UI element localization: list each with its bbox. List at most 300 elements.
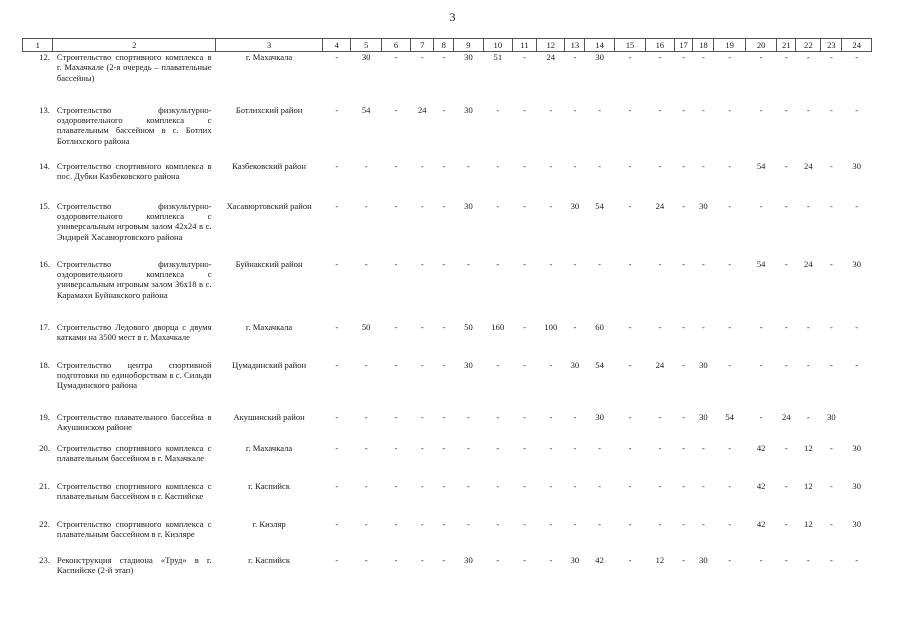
column-number-1: 1 xyxy=(23,39,53,52)
value-cell: - xyxy=(467,442,470,453)
value-cell: - xyxy=(728,554,732,565)
value-cell: - xyxy=(335,518,339,529)
value-cell: - xyxy=(829,200,833,211)
row-number: 23. xyxy=(39,554,50,565)
value-cell: - xyxy=(728,258,732,269)
value-cell: - xyxy=(806,554,810,565)
value-cell: - xyxy=(364,442,368,453)
value-cell: - xyxy=(467,258,470,269)
value-cell: - xyxy=(573,411,577,422)
column-number-row xyxy=(23,39,872,52)
value-cell: - xyxy=(496,359,500,370)
table-row xyxy=(23,52,872,105)
value-cell: - xyxy=(701,480,705,491)
value-cell: - xyxy=(855,359,859,370)
table-row xyxy=(23,481,872,519)
value-cell: 54 xyxy=(361,104,371,115)
value-cell: - xyxy=(420,52,424,62)
value-cell: 30 xyxy=(852,480,861,491)
object-name: Строительство физкультурно-оздоровительного комплекса с универсальным игровым залом 36х18 в с. Карамахи Буйнакского района xyxy=(56,258,212,300)
value-cell: - xyxy=(682,554,685,565)
column-number-11: 11 xyxy=(513,39,537,52)
value-cell: - xyxy=(420,258,424,269)
value-cell: 54 xyxy=(595,200,604,211)
value-cell: 42 xyxy=(595,554,604,565)
value-cell: - xyxy=(335,104,339,115)
table-row xyxy=(23,105,872,161)
value-cell: - xyxy=(682,518,685,529)
value-cell: - xyxy=(784,321,788,332)
table-row xyxy=(23,259,872,322)
row-number: 18. xyxy=(39,359,50,370)
value-cell: - xyxy=(658,480,662,491)
value-cell: - xyxy=(442,321,446,332)
value-cell: - xyxy=(420,518,424,529)
value-cell: 54 xyxy=(595,359,604,370)
value-cell: - xyxy=(442,104,446,115)
value-cell: - xyxy=(728,321,732,332)
value-cell: - xyxy=(420,442,424,453)
value-cell: 24 xyxy=(782,411,791,422)
value-cell: - xyxy=(784,554,788,565)
value-cell: - xyxy=(523,52,526,62)
value-cell: - xyxy=(784,518,788,529)
value-cell: - xyxy=(523,442,526,453)
value-cell: - xyxy=(523,321,526,332)
value-cell: - xyxy=(759,411,763,422)
value-cell: - xyxy=(364,359,368,370)
value-cell: - xyxy=(573,518,577,529)
value-cell: 30 xyxy=(852,160,861,171)
value-cell: 24 xyxy=(655,359,665,370)
value-cell: - xyxy=(364,411,368,422)
location: г. Каспийск xyxy=(248,554,291,565)
value-cell: - xyxy=(523,200,526,211)
value-cell: - xyxy=(394,258,398,269)
value-cell: - xyxy=(394,554,398,565)
value-cell: - xyxy=(467,518,470,529)
value-cell: - xyxy=(628,480,632,491)
object-name: Реконструкция стадиона «Труд» в г. Каспийске (2-й этап) xyxy=(56,554,212,575)
value-cell: - xyxy=(806,104,810,115)
value-cell: - xyxy=(335,554,339,565)
column-number-12: 12 xyxy=(537,39,565,52)
value-cell: - xyxy=(335,411,339,422)
value-cell: 30 xyxy=(699,554,708,565)
value-cell: - xyxy=(442,160,446,171)
column-number-18: 18 xyxy=(693,39,714,52)
value-cell: - xyxy=(759,104,763,115)
value-cell: - xyxy=(682,359,685,370)
value-cell: - xyxy=(364,200,368,211)
value-cell: - xyxy=(496,104,500,115)
value-cell: - xyxy=(628,321,632,332)
value-cell: - xyxy=(784,160,788,171)
value-cell: 51 xyxy=(493,52,503,62)
value-cell: 42 xyxy=(756,480,766,491)
value-cell: - xyxy=(829,104,833,115)
value-cell: 30 xyxy=(464,200,473,211)
table-row xyxy=(23,443,872,481)
value-cell: - xyxy=(364,480,368,491)
value-cell: - xyxy=(855,104,859,115)
value-cell: - xyxy=(784,480,788,491)
value-cell: - xyxy=(658,518,662,529)
value-cell: - xyxy=(394,321,398,332)
value-cell: - xyxy=(628,518,632,529)
column-number-13: 13 xyxy=(565,39,585,52)
column-number-2: 2 xyxy=(53,39,216,52)
value-cell: - xyxy=(496,411,500,422)
value-cell: - xyxy=(573,442,577,453)
table-row xyxy=(23,161,872,201)
value-cell: 30 xyxy=(595,411,604,422)
value-cell: - xyxy=(658,321,662,332)
value-cell: - xyxy=(394,160,398,171)
value-cell: - xyxy=(628,554,632,565)
value-cell: - xyxy=(701,258,705,269)
value-cell: - xyxy=(855,554,859,565)
table-row xyxy=(23,519,872,555)
column-number-20: 20 xyxy=(745,39,776,52)
value-cell: - xyxy=(549,160,553,171)
value-cell: - xyxy=(682,160,685,171)
value-cell: - xyxy=(728,200,732,211)
object-name: Строительство спортивного комплекса с плавательным бассейном в г. Кизляре xyxy=(56,518,212,539)
value-cell: - xyxy=(784,200,788,211)
table-row xyxy=(23,555,872,585)
value-cell: - xyxy=(701,104,705,115)
object-name: Строительство физкультурно-оздоровительного комплекса с универсальным игровым залом 42х24 в с. Эндирей Хасавюртовского района xyxy=(56,200,212,242)
value-cell: 30 xyxy=(570,554,580,565)
value-cell: 24 xyxy=(546,52,556,62)
table-row xyxy=(23,322,872,360)
value-cell: - xyxy=(829,554,833,565)
value-cell: - xyxy=(394,518,398,529)
value-cell: - xyxy=(682,200,685,211)
value-cell: - xyxy=(759,359,763,370)
value-cell: - xyxy=(394,442,398,453)
value-cell: - xyxy=(573,258,577,269)
value-cell: - xyxy=(442,411,446,422)
value-cell: 42 xyxy=(756,442,766,453)
row-number: 20. xyxy=(39,442,50,453)
value-cell: - xyxy=(598,518,602,529)
row-number: 13. xyxy=(39,104,50,115)
location: г. Махачкала xyxy=(245,442,293,453)
value-cell: - xyxy=(728,480,732,491)
value-cell: 24 xyxy=(655,200,665,211)
value-cell: - xyxy=(628,104,632,115)
value-cell: - xyxy=(335,442,339,453)
value-cell: - xyxy=(806,359,810,370)
value-cell: - xyxy=(442,52,446,62)
location: Ботлихский район xyxy=(235,104,303,115)
value-cell: - xyxy=(806,321,810,332)
object-name: Строительство спортивного комплекса с плавательным бассейном в г. Махачкале xyxy=(56,442,212,463)
value-cell: - xyxy=(628,160,632,171)
value-cell: - xyxy=(523,104,526,115)
value-cell: - xyxy=(806,52,810,62)
value-cell: - xyxy=(549,200,553,211)
value-cell: - xyxy=(420,480,424,491)
column-number-24: 24 xyxy=(842,39,872,52)
value-cell: - xyxy=(829,359,833,370)
value-cell: - xyxy=(658,160,662,171)
value-cell: - xyxy=(496,518,500,529)
value-cell: 42 xyxy=(756,518,766,529)
value-cell: - xyxy=(394,52,398,62)
value-cell: - xyxy=(467,480,470,491)
value-cell: 24 xyxy=(804,258,813,269)
value-cell: - xyxy=(549,411,553,422)
value-cell: - xyxy=(658,442,662,453)
value-cell: - xyxy=(549,480,553,491)
value-cell: - xyxy=(523,518,526,529)
value-cell: - xyxy=(523,554,526,565)
value-cell: - xyxy=(759,554,763,565)
value-cell: - xyxy=(549,359,553,370)
value-cell: 160 xyxy=(491,321,505,332)
location: г. Кизляр xyxy=(252,518,286,529)
value-cell: - xyxy=(549,258,553,269)
value-cell: 100 xyxy=(544,321,558,332)
value-cell: - xyxy=(442,518,446,529)
object-name: Строительство спортивного комплекса в пос. Дубки Казбековского района xyxy=(56,160,212,181)
value-cell: 50 xyxy=(464,321,473,332)
location: г. Махачкала xyxy=(245,321,293,332)
value-cell: - xyxy=(682,442,685,453)
value-cell: - xyxy=(759,200,763,211)
value-cell: 24 xyxy=(417,104,427,115)
value-cell: - xyxy=(628,200,632,211)
value-cell: - xyxy=(335,359,339,370)
value-cell: 30 xyxy=(852,518,861,529)
value-cell: - xyxy=(728,104,732,115)
value-cell: - xyxy=(573,160,577,171)
row-number: 22. xyxy=(39,518,50,529)
value-cell: - xyxy=(701,52,705,62)
value-cell: - xyxy=(658,52,662,62)
value-cell: 30 xyxy=(699,200,708,211)
value-cell: - xyxy=(701,442,705,453)
value-cell: - xyxy=(855,52,859,62)
value-cell: - xyxy=(628,411,632,422)
column-number-16: 16 xyxy=(646,39,674,52)
column-number-21: 21 xyxy=(777,39,796,52)
value-cell: - xyxy=(364,554,368,565)
value-cell: - xyxy=(682,258,685,269)
location: г. Махачкала xyxy=(245,52,293,62)
value-cell: - xyxy=(598,258,602,269)
value-cell: 30 xyxy=(570,200,580,211)
value-cell: - xyxy=(364,518,368,529)
value-cell: - xyxy=(658,411,662,422)
column-number-3: 3 xyxy=(216,39,323,52)
value-cell: - xyxy=(573,104,577,115)
value-cell: - xyxy=(420,321,424,332)
object-name: Строительство центра спортивной подготовки по единоборствам в с. Сильди Цумадинского района xyxy=(56,359,212,391)
value-cell: 24 xyxy=(804,160,813,171)
value-cell: - xyxy=(759,321,763,332)
column-number-23: 23 xyxy=(821,39,842,52)
value-cell: - xyxy=(728,518,732,529)
value-cell: 30 xyxy=(852,258,861,269)
location: Цумадинский район xyxy=(232,359,307,370)
value-cell: - xyxy=(829,442,833,453)
value-cell: - xyxy=(784,258,788,269)
value-cell: - xyxy=(442,554,446,565)
value-cell: - xyxy=(628,258,632,269)
value-cell: 50 xyxy=(361,321,371,332)
value-cell: - xyxy=(420,359,424,370)
column-number-9: 9 xyxy=(454,39,483,52)
value-cell: - xyxy=(420,554,424,565)
object-name: Строительство физкультурно-оздоровительного комплекса с плавательным бассейном в с. Ботлих Ботлихского района xyxy=(56,104,212,146)
value-cell: - xyxy=(496,200,500,211)
value-cell: - xyxy=(549,442,553,453)
value-cell: 54 xyxy=(725,411,734,422)
page-number: 3 xyxy=(449,10,456,24)
column-number-8: 8 xyxy=(434,39,454,52)
value-cell: 30 xyxy=(595,52,604,62)
object-name: Строительство Ледового дворца с двумя катками на 3500 мест в г. Махачкале xyxy=(56,321,212,342)
value-cell: - xyxy=(467,160,470,171)
value-cell: 12 xyxy=(804,442,813,453)
value-cell: - xyxy=(523,258,526,269)
value-cell: 12 xyxy=(804,480,813,491)
data-table xyxy=(22,38,872,585)
value-cell: - xyxy=(784,52,788,62)
location: Казбековский район xyxy=(232,160,307,171)
value-cell: - xyxy=(420,411,424,422)
value-cell: - xyxy=(335,160,339,171)
value-cell: - xyxy=(658,258,662,269)
value-cell: - xyxy=(829,160,833,171)
value-cell: - xyxy=(496,480,500,491)
value-cell: - xyxy=(682,321,685,332)
value-cell: - xyxy=(598,480,602,491)
value-cell: 30 xyxy=(827,411,836,422)
value-cell: - xyxy=(394,359,398,370)
value-cell: - xyxy=(628,52,632,62)
value-cell: - xyxy=(496,160,500,171)
value-cell: - xyxy=(335,480,339,491)
value-cell: - xyxy=(394,104,398,115)
column-number-4: 4 xyxy=(323,39,351,52)
value-cell: - xyxy=(467,411,470,422)
row-number: 12. xyxy=(39,52,50,62)
row-number: 17. xyxy=(39,321,50,332)
value-cell: 30 xyxy=(361,52,371,62)
row-number: 14. xyxy=(39,160,50,171)
value-cell: - xyxy=(420,160,424,171)
value-cell: - xyxy=(806,411,810,422)
value-cell: - xyxy=(728,359,732,370)
value-cell: - xyxy=(573,480,577,491)
value-cell: - xyxy=(573,52,577,62)
value-cell: - xyxy=(364,258,368,269)
table-row xyxy=(23,412,872,443)
value-cell: - xyxy=(442,258,446,269)
value-cell: 12 xyxy=(804,518,813,529)
value-cell: - xyxy=(682,411,685,422)
value-cell: 30 xyxy=(699,411,708,422)
value-cell: - xyxy=(628,442,632,453)
value-cell: - xyxy=(442,442,446,453)
value-cell: - xyxy=(829,480,833,491)
value-cell: - xyxy=(829,258,833,269)
value-cell: - xyxy=(496,258,500,269)
column-number-6: 6 xyxy=(381,39,410,52)
row-number: 16. xyxy=(39,258,50,269)
value-cell: - xyxy=(829,518,833,529)
value-cell: - xyxy=(598,160,602,171)
value-cell: 30 xyxy=(464,554,473,565)
value-cell: - xyxy=(442,200,446,211)
table-row xyxy=(23,201,872,259)
column-number-7: 7 xyxy=(411,39,434,52)
object-name: Строительство плавательного бассейна в Акушинском районе xyxy=(56,411,212,432)
value-cell: - xyxy=(598,104,602,115)
value-cell: 30 xyxy=(464,52,473,62)
column-number-10: 10 xyxy=(483,39,512,52)
row-number: 19. xyxy=(39,411,50,422)
location: Хасавюртовский район xyxy=(226,200,312,211)
value-cell: 12 xyxy=(655,554,665,565)
column-number-17: 17 xyxy=(674,39,693,52)
column-number-19: 19 xyxy=(714,39,745,52)
value-cell: 30 xyxy=(852,442,861,453)
column-number-15: 15 xyxy=(614,39,645,52)
value-cell: - xyxy=(496,554,500,565)
value-cell: - xyxy=(784,104,788,115)
value-cell: - xyxy=(549,518,553,529)
table-body xyxy=(23,52,872,585)
value-cell: - xyxy=(658,104,662,115)
value-cell: - xyxy=(784,442,788,453)
value-cell: - xyxy=(549,554,553,565)
value-cell: - xyxy=(335,52,339,62)
value-cell: - xyxy=(549,104,553,115)
value-cell: 30 xyxy=(570,359,580,370)
column-number-5: 5 xyxy=(351,39,381,52)
value-cell: - xyxy=(759,52,763,62)
value-cell: - xyxy=(523,160,526,171)
value-cell: - xyxy=(728,52,732,62)
value-cell: - xyxy=(628,359,632,370)
value-cell: 54 xyxy=(756,160,766,171)
row-number: 15. xyxy=(39,200,50,211)
value-cell: - xyxy=(855,200,859,211)
row-number: 21. xyxy=(39,480,50,491)
value-cell: - xyxy=(829,52,833,62)
value-cell: - xyxy=(523,359,526,370)
value-cell: 60 xyxy=(595,321,604,332)
value-cell: - xyxy=(784,359,788,370)
value-cell: - xyxy=(573,321,577,332)
value-cell: - xyxy=(335,321,339,332)
value-cell: - xyxy=(496,442,500,453)
value-cell: 30 xyxy=(464,359,473,370)
value-cell: - xyxy=(394,480,398,491)
value-cell: - xyxy=(523,480,526,491)
value-cell: - xyxy=(442,480,446,491)
value-cell: - xyxy=(682,52,685,62)
location: Буйнакский район xyxy=(235,258,303,269)
value-cell: - xyxy=(829,321,833,332)
value-cell: - xyxy=(442,359,446,370)
